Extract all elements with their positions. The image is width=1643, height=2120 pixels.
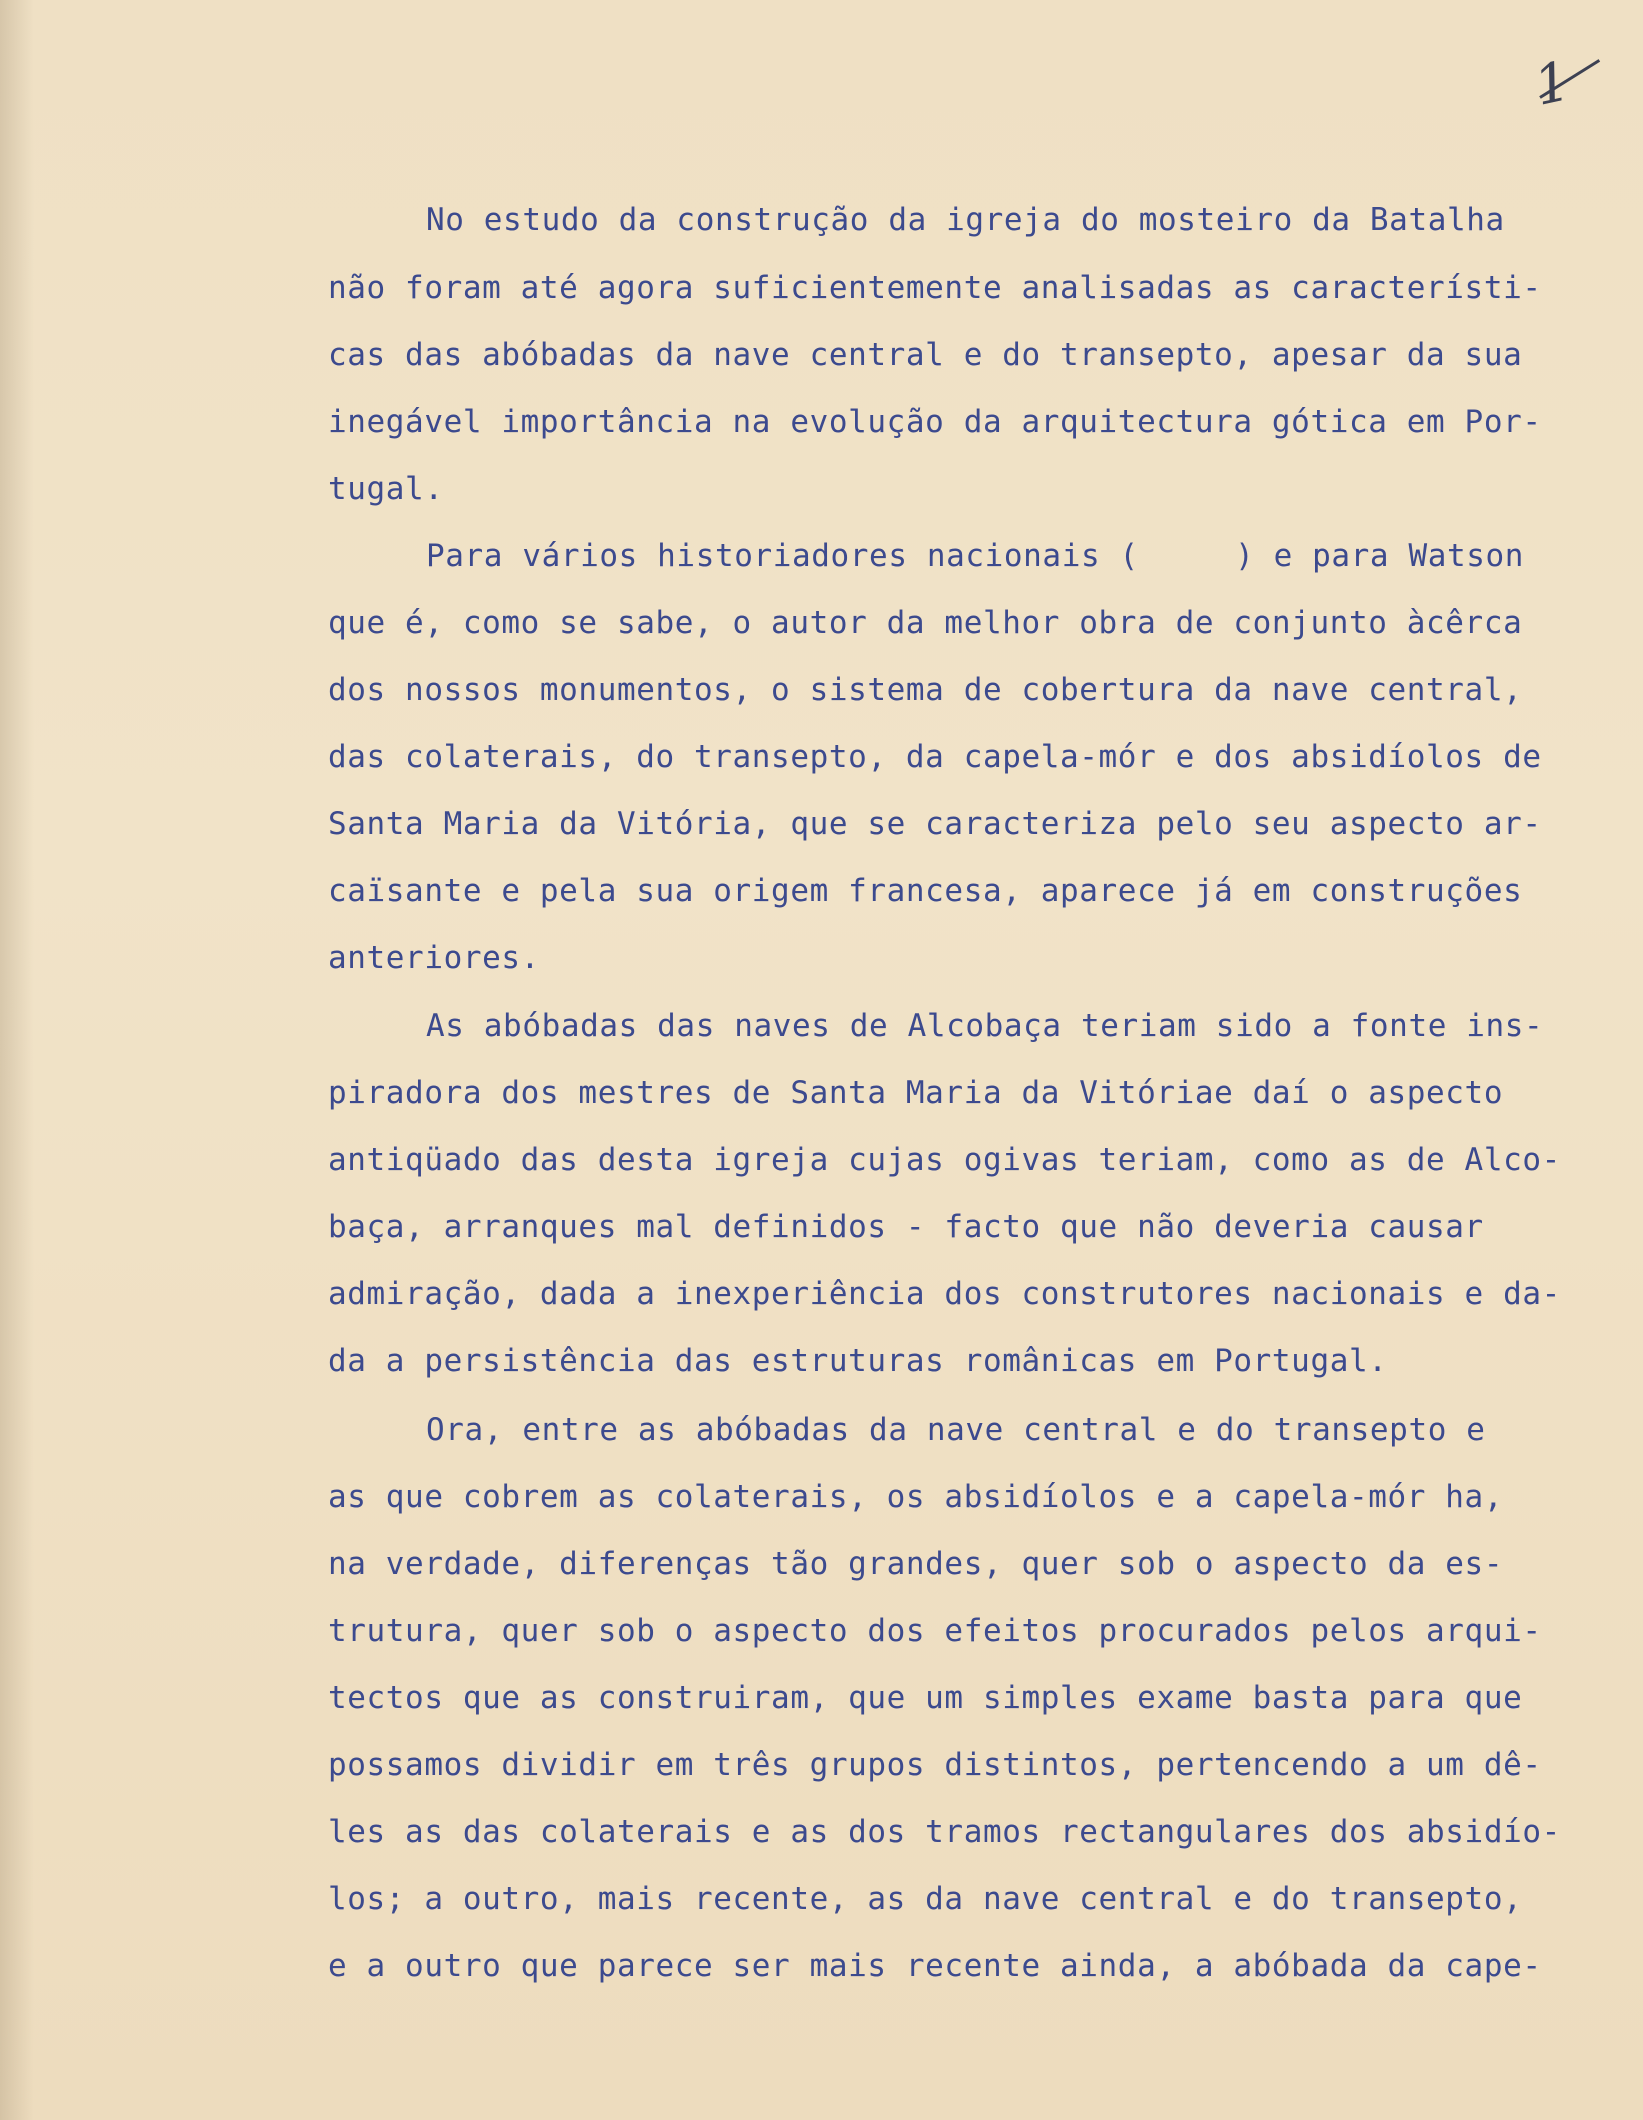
text-line: cas das abóbadas da nave central e do transepto, apesar da sua — [328, 337, 1523, 373]
text-line: e a outro que parece ser mais recente ainda, a abóbada da cape- — [328, 1948, 1542, 1984]
text-line: possamos dividir em três grupos distintos, pertencendo a um dê- — [328, 1747, 1542, 1783]
text-line: não foram até agora suficientemente analisadas as característi- — [328, 270, 1542, 306]
text-line: Para vários historiadores nacionais ( ) e para Watson — [426, 538, 1525, 574]
text-line: piradora dos mestres de Santa Maria da Vitóriae daí o aspecto — [328, 1075, 1504, 1111]
text-line: que é, como se sabe, o autor da melhor obra de conjunto àcêrca — [328, 605, 1523, 641]
text-line: tectos que as construiram, que um simples exame basta para que — [328, 1680, 1523, 1716]
text-line: baça, arranques mal definidos - facto que não deveria causar — [328, 1209, 1484, 1245]
text-line: los; a outro, mais recente, as da nave central e do transepto, — [328, 1881, 1523, 1917]
text-line: trutura, quer sob o aspecto dos efeitos procurados pelos arqui- — [328, 1613, 1542, 1649]
text-line: na verdade, diferenças tão grandes, quer sob o aspecto da es- — [328, 1546, 1504, 1582]
text-line: anteriores. — [328, 940, 540, 976]
text-line: as que cobrem as colaterais, os absidíolos e a capela-mór ha, — [328, 1479, 1504, 1515]
text-line: caïsante e pela sua origem francesa, aparece já em construções — [328, 873, 1523, 909]
text-line: da a persistência das estruturas românicas em Portugal. — [328, 1343, 1388, 1379]
text-line: das colaterais, do transepto, da capela-mór e dos absidíolos de — [328, 739, 1542, 775]
text-line: No estudo da construção da igreja do mosteiro da Batalha — [426, 202, 1505, 238]
text-line: inegável importância na evolução da arquitectura gótica em Por- — [328, 404, 1542, 440]
text-line: Santa Maria da Vitória, que se caracteriza pelo seu aspecto ar- — [328, 806, 1542, 842]
page-number: 1 — [1528, 49, 1576, 118]
text-line: As abóbadas das naves de Alcobaça teriam sido a fonte ins- — [426, 1008, 1544, 1044]
text-line: tugal. — [328, 471, 444, 507]
text-line: antiqüado das desta igreja cujas ogivas teriam, como as de Alco- — [328, 1142, 1561, 1178]
text-line: dos nossos monumentos, o sistema de cobertura da nave central, — [328, 672, 1523, 708]
text-line: les as das colaterais e as dos tramos rectangulares dos absidío- — [328, 1814, 1561, 1850]
text-line: admiração, dada a inexperiência dos construtores nacionais e da- — [328, 1276, 1561, 1312]
text-line: Ora, entre as abóbadas da nave central e do transepto e — [426, 1412, 1486, 1448]
